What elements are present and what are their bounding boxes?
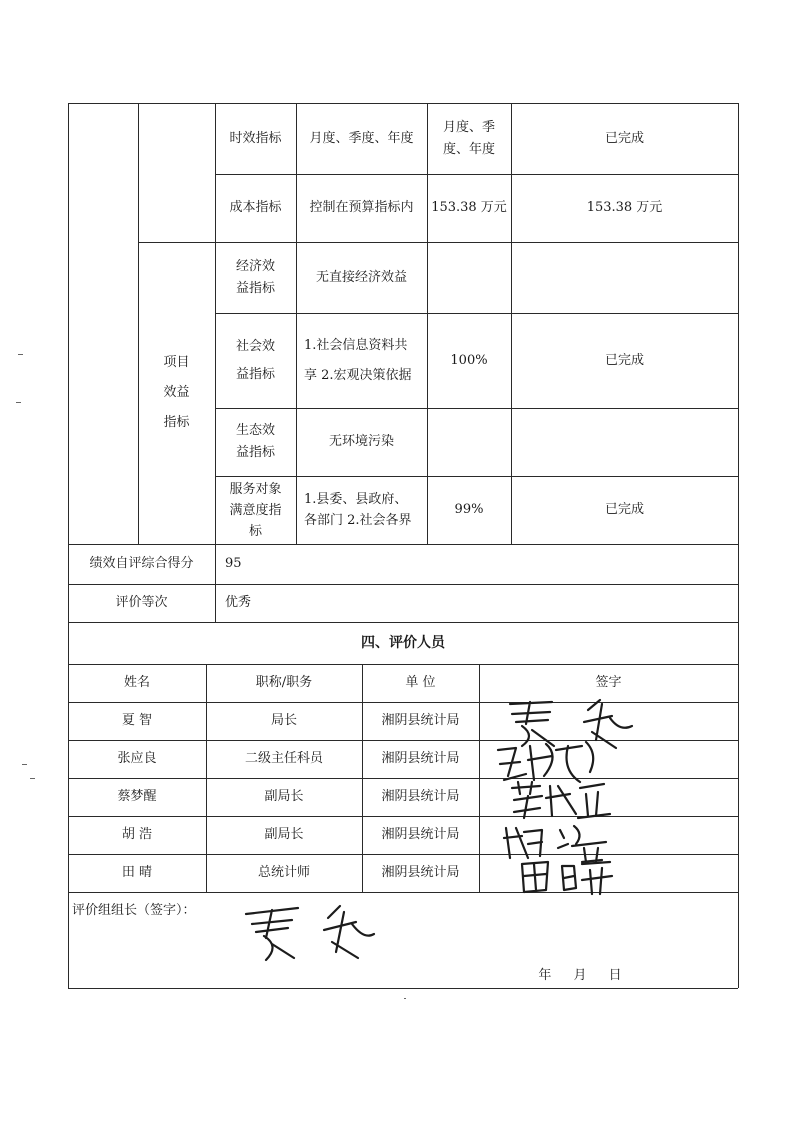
- signature-date: 年 月 日: [538, 968, 622, 983]
- score-label: 绩效自评综合得分: [89, 556, 194, 571]
- grade-value: 优秀: [225, 595, 252, 610]
- tertiary-label-cost: 成本指标: [229, 200, 282, 215]
- target-cost: 控制在预算指标内: [309, 200, 414, 215]
- grade-label: 评价等次: [115, 595, 168, 610]
- actual-cost: 153.38 万元: [431, 200, 507, 215]
- target-social: 1.社会信息资料共享 2.宏观决策依据: [304, 337, 412, 383]
- personnel-section-title: 四、评价人员: [361, 635, 445, 651]
- tertiary-label-economic: 经济效益指标: [235, 258, 275, 296]
- member-title: 二级主任科员: [244, 751, 323, 766]
- tertiary-label-satisfaction: 服务对象满意度指标: [229, 481, 282, 539]
- actual-satisfaction: 99%: [454, 502, 484, 517]
- result-cost: 153.38 万元: [586, 200, 663, 215]
- member-title: 局长: [270, 713, 297, 728]
- header-signature: 签字: [595, 675, 622, 690]
- target-ecological: 无环境污染: [328, 434, 394, 449]
- secondary-label-benefit: 项目效益指标: [163, 355, 190, 430]
- signature-tian-qing: [516, 856, 616, 898]
- target-economic: 无直接经济效益: [315, 269, 407, 285]
- tertiary-label-ecological: 生态效益指标: [235, 423, 275, 460]
- actual-social: 100%: [450, 352, 488, 368]
- member-name: 夏 智: [121, 713, 153, 728]
- target-satisfaction: 1.县委、县政府、各部门 2.社会各界: [304, 492, 412, 528]
- actual-timeliness: 月度、季度、年度: [442, 119, 495, 157]
- member-title: 副局长: [264, 827, 304, 842]
- member-title: 总统计师: [257, 865, 310, 880]
- score-value: 95: [225, 556, 242, 571]
- member-title: 副局长: [264, 789, 304, 804]
- member-name: 张应良: [117, 751, 157, 766]
- result-social: 已完成: [604, 352, 644, 368]
- signature-cai-mengxing: [506, 778, 626, 822]
- signature-leader: [240, 900, 380, 964]
- leader-signature-label: 评价组组长（签字）：: [72, 903, 196, 918]
- result-timeliness: 已完成: [604, 130, 644, 146]
- member-unit: 湘阴县统计局: [381, 751, 460, 766]
- member-name: 田 晴: [121, 865, 153, 880]
- member-unit: 湘阴县统计局: [381, 865, 460, 880]
- tertiary-label-social: 社会效益指标: [235, 338, 275, 382]
- member-name: 胡 浩: [121, 827, 153, 842]
- header-unit: 单 位: [405, 675, 436, 690]
- header-name: 姓名: [123, 675, 150, 690]
- member-unit: 湘阴县统计局: [381, 789, 460, 804]
- header-title: 职称/职务: [255, 675, 313, 690]
- member-name: 蔡梦醒: [117, 789, 157, 804]
- member-unit: 湘阴县统计局: [381, 827, 460, 842]
- target-timeliness: 月度、季度、年度: [309, 130, 414, 146]
- member-unit: 湘阴县统计局: [381, 713, 460, 728]
- result-satisfaction: 已完成: [604, 502, 644, 517]
- tertiary-label-timeliness: 时效指标: [229, 130, 282, 146]
